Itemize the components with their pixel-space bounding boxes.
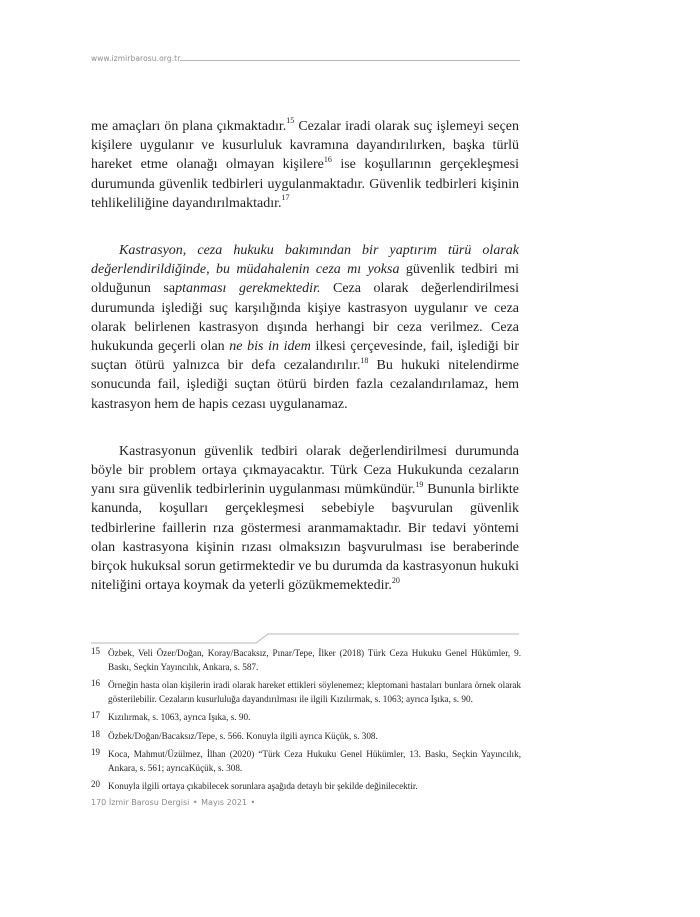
footnote-ref-20[interactable]: 20 <box>391 575 400 585</box>
footnote-ref-17[interactable]: 17 <box>281 193 290 203</box>
footnote-text: Özbek, Veli Özer/Doğan, Koray/Bacaksız, Pınar/Tepe, İlker (2018) Türk Ceza Hukuku Genel Hükümler, 9. Baskı, Seçkin Yayıncılık, Ankara, s. 587. <box>108 648 521 672</box>
text-run: ise koşullarının gerçekleşmesi durumunda güvenlik tedbirleri uygulanmaktadır. Güvenlik tedbirleri kişinin tehlikeliliğine dayandırılmaktadır. <box>91 157 519 211</box>
text-run: Bununla birlikte kanunda, koşulları gerçekleşmesi sebebiyle başvurulan güvenlik tedbirlerine faillerin rıza göstermesi aranmamaktadır. Bir tedavi yöntemi olan kastrasyona kişinin rızası olmaksızın başvurulması ise beraberinde birçok hukuksal sorun getirmektedir ve bu durumda da kastrasyonun hukuki niteliğini ortaya koymak da yeterli gözükmemektedir. <box>91 482 519 594</box>
footer-separator: • <box>192 798 198 807</box>
header-divider <box>180 60 520 61</box>
italic-run: Kastrasyon, ceza hukuku bakımından bir yaptırım türü olarak değerlendirildiğinde, bu müdahalenin ceza mı yoksa <box>91 243 519 278</box>
footer-separator: • <box>250 798 256 807</box>
footnote-divider <box>91 633 519 645</box>
footnote-number: 18 <box>91 728 100 739</box>
footnote-ref-19[interactable]: 19 <box>415 479 424 489</box>
text-run: ilkesi çerçevesinde, fail, işlediği bir suçtan ötürü yalnızca bir defa cezalandırılır. <box>91 339 520 374</box>
footnote-16 <box>91 679 521 706</box>
issue-date: Mayıs 2021 <box>201 798 247 807</box>
footnote-number: 16 <box>91 678 100 688</box>
page-footer <box>91 798 256 807</box>
footnote-text: Koca, Mahmut/Üzülmez, İlhan (2020) “Türk Ceza Hukuku Genel Hükümler, 13. Baskı, Seçkin Yayıncılık, Ankara, s. 561; ayrıcaKüçük, s. 308. <box>108 749 521 773</box>
footnote-text: Özbek/Doğan/Bacaksız/Tepe, s. 566. Konuyla ilgili ayrıca Küçük, s. 308. <box>108 730 378 741</box>
footnote-15 <box>91 647 521 674</box>
footnote-text: Konuyla ilgili ortaya çıkabilecek sorunlara aşağıda detaylı bir şekilde değinilecektir. <box>108 781 418 791</box>
footnote-text: Kızılırmak, s. 1063, ayrıca Işıka, s. 90. <box>108 712 251 722</box>
paragraph-1 <box>91 117 519 213</box>
footnote-ref-16[interactable]: 16 <box>323 154 332 164</box>
text-run: güvenlik tedbiri mi olduğunun sa <box>91 262 519 297</box>
text-run: Bu hukuki nitelendirme sonucunda fail, işlediği suçtan ötürü birden fazla cezalandırılamaz, hem kastrasyon hem de hapis cezası uygulanamaz. <box>91 358 519 412</box>
footnotes <box>91 647 521 799</box>
footnote-number: 15 <box>91 646 100 656</box>
footnote-number: 20 <box>91 779 100 789</box>
paragraph-2 <box>91 241 519 414</box>
footnote-20 <box>91 780 521 794</box>
paragraph-3 <box>91 442 519 596</box>
text-run: me amaçları ön plana çıkmaktadır. <box>91 119 287 134</box>
footnote-ref-15[interactable]: 15 <box>286 116 295 126</box>
footnote-number: 17 <box>91 710 100 720</box>
page-number: 170 <box>91 798 107 807</box>
journal-name: İzmir Barosu Dergisi <box>108 798 190 807</box>
header-url: www.izmirbarosu.org.tr <box>91 54 181 63</box>
footnote-19 <box>91 748 521 775</box>
italic-run: ptanması gerekmektedir. <box>175 281 321 297</box>
text-run: Ceza olarak değerlendirilmesi durumunda işlediği suç karşılığında kişiye kastrasyon uygulanır ve ceza olarak belirlenen kastrasyon dışında herhangi bir ceza verilmez. Ceza hukukunda geçerli olan <box>91 281 519 355</box>
footnote-ref-18[interactable]: 18 <box>360 355 369 365</box>
footnote-number: 19 <box>91 747 100 757</box>
main-text <box>91 117 519 623</box>
footnote-18 <box>91 730 521 744</box>
footnote-17 <box>91 711 521 725</box>
text-run: Cezalar iradi olarak suç işlemeyi seçen kişilere uygulanır ve kusurluluk kavramına dayandırılırken, başka türlü hareket etme olanağı olmayan kişilere <box>91 119 519 173</box>
text-run: Kastrasyonun güvenlik tedbiri olarak değerlendirilmesi durumunda böyle bir problem ortaya çıkmayacaktır. Türk Ceza Hukukunda cezaların yanı sıra güvenlik tedbirlerinin uygulanması mümkündür. <box>91 443 519 498</box>
footnote-text: Örneğin hasta olan kişilerin iradi olarak hareket ettikleri söylenemez; kleptomani hastaları bunlara örnek olarak gösterilebilir. Cezaların kusurluluğa dayandırılması ile ilgili Kızılırmak, s. 1063; ayrıca Işıka, s. 90. <box>108 680 521 704</box>
italic-run: ne bis in idem <box>229 339 311 355</box>
